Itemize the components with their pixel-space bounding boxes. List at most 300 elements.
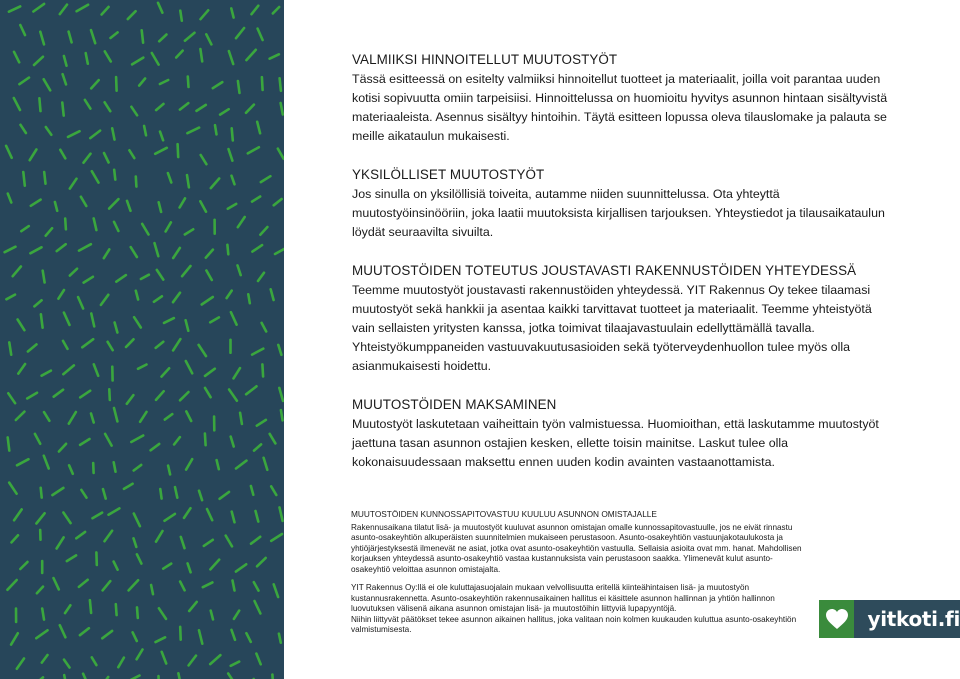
- pattern-dash: [46, 228, 52, 236]
- pattern-dash: [231, 8, 233, 17]
- pattern-dash: [13, 267, 21, 277]
- pattern-dash: [232, 512, 235, 523]
- pattern-dash: [90, 131, 100, 139]
- pattern-dash: [232, 630, 236, 640]
- pattern-dash: [162, 652, 167, 664]
- pattern-dash: [124, 484, 133, 489]
- maintenance-footnote: [351, 509, 803, 636]
- pattern-dash: [69, 32, 72, 43]
- pattern-dash: [93, 513, 103, 519]
- pattern-dash: [281, 410, 283, 420]
- pattern-dash: [184, 508, 191, 518]
- pattern-dash: [270, 434, 276, 444]
- pattern-dash: [14, 509, 22, 520]
- pattern-dash: [165, 514, 175, 521]
- section-implementation: [352, 261, 897, 376]
- pattern-dash: [78, 297, 83, 308]
- pattern-dash: [210, 317, 219, 322]
- pattern-dash: [28, 344, 37, 351]
- pattern-dash: [63, 341, 68, 349]
- pattern-dash: [159, 202, 161, 212]
- pattern-dash: [206, 250, 213, 258]
- pattern-dash: [68, 131, 80, 137]
- pattern-dash: [156, 104, 163, 110]
- pattern-dash: [254, 582, 259, 591]
- pattern-dash: [9, 483, 16, 494]
- pattern-dash: [180, 582, 185, 591]
- pattern-dash: [80, 628, 89, 635]
- pattern-dash: [248, 147, 259, 153]
- pattern-dash: [91, 414, 94, 423]
- pattern-dash: [178, 144, 179, 157]
- pattern-dash: [187, 128, 199, 134]
- pattern-dash: [105, 51, 111, 61]
- pattern-dash: [279, 388, 283, 401]
- pattern-dash: [202, 297, 213, 305]
- pattern-dash: [84, 154, 91, 163]
- pattern-dash: [65, 605, 70, 613]
- pattern-dash: [173, 293, 180, 303]
- pattern-dash: [111, 32, 118, 38]
- pattern-dash: [114, 562, 118, 570]
- pattern-dash: [82, 339, 93, 347]
- pattern-dash: [17, 659, 24, 669]
- pattern-dash: [137, 607, 138, 618]
- pattern-dash: [229, 149, 233, 161]
- pattern-dash: [142, 30, 143, 42]
- pattern-dash: [134, 538, 137, 547]
- section-heading: VALMIIKSI HINNOITELLUT MUUTOSTYÖT: [352, 52, 618, 67]
- pattern-dash: [12, 535, 19, 542]
- pattern-dash: [114, 462, 116, 471]
- pattern-dash: [274, 584, 278, 597]
- pattern-dash: [180, 103, 188, 110]
- pattern-dash: [188, 563, 191, 572]
- pattern-dash: [257, 420, 266, 426]
- pattern-dash: [206, 34, 211, 44]
- pattern-dash: [228, 674, 234, 679]
- pattern-dash: [126, 339, 134, 347]
- pattern-dash: [114, 170, 115, 180]
- pattern-dash: [7, 580, 16, 590]
- pattern-dash: [64, 313, 70, 325]
- pattern-dash: [180, 392, 189, 400]
- pattern-dash: [262, 323, 267, 332]
- pattern-dash: [62, 103, 63, 116]
- pattern-dash: [220, 492, 229, 499]
- pattern-dash: [165, 414, 173, 420]
- pattern-dash: [21, 226, 29, 231]
- pattern-dash: [156, 391, 164, 400]
- pattern-dash: [220, 109, 229, 114]
- pattern-dash: [57, 244, 66, 251]
- pattern-dash: [257, 122, 260, 134]
- footnote-paragraph: Niihin liittyvät päätökset tekee asunnon aikainen hallitus, joka valitaan noin kolmen kuukauden kuluttua asunto-osakeyhtiön valmistumisesta.: [351, 614, 797, 634]
- pattern-dash: [5, 247, 16, 253]
- pattern-dash: [80, 439, 89, 445]
- pattern-dash: [154, 296, 162, 302]
- pattern-dash: [213, 82, 223, 88]
- pattern-dash: [70, 179, 77, 189]
- pattern-dash: [35, 434, 40, 444]
- pattern-dash: [116, 275, 126, 282]
- pattern-dash: [19, 78, 29, 85]
- pattern-dash: [138, 365, 147, 369]
- pattern-dash: [178, 673, 180, 679]
- pattern-dash: [131, 247, 137, 257]
- pattern-dash: [199, 491, 202, 501]
- pattern-dash: [205, 434, 206, 446]
- pattern-dash: [163, 564, 171, 569]
- pattern-dash: [105, 102, 111, 111]
- section-prepriced-changes: [352, 50, 897, 146]
- pattern-dash: [272, 675, 273, 679]
- pattern-dash: [251, 537, 260, 544]
- pattern-dash: [81, 197, 86, 206]
- section-body: Muutostyöt laskutetaan vaiheittain työn valmistuessa. Huomioithan, että laskutamme muutostyöt jaettuna tasan asunnon ostajien kesken, ellette toisin mainitse. Laskut tulee olla kokonaisuudessaan maksettu ennen uuden kodin avainten vastaanottamista.: [352, 417, 879, 469]
- pattern-dash: [18, 364, 25, 374]
- pattern-dash: [166, 222, 171, 231]
- pattern-dash: [255, 601, 261, 614]
- pattern-dash: [44, 79, 51, 90]
- pattern-dash: [139, 79, 145, 86]
- pattern-dash: [34, 57, 43, 65]
- pattern-dash: [210, 560, 219, 570]
- pattern-dash: [281, 103, 283, 115]
- pattern-dash: [81, 490, 86, 498]
- pattern-dash: [54, 390, 63, 397]
- pattern-dash: [258, 273, 264, 281]
- pattern-dash: [63, 365, 74, 374]
- pattern-dash: [131, 436, 143, 443]
- pattern-dash: [23, 172, 25, 186]
- pattern-dash: [94, 364, 98, 375]
- pattern-dash: [92, 171, 99, 182]
- pattern-dash: [134, 514, 140, 527]
- pattern-dash: [69, 412, 76, 424]
- pattern-dash: [156, 342, 164, 348]
- pattern-dash: [160, 489, 161, 499]
- pattern-dash: [30, 150, 37, 161]
- pattern-dash: [79, 244, 91, 250]
- pattern-dash: [197, 105, 206, 111]
- pattern-dash: [159, 35, 166, 42]
- pattern-dash: [8, 393, 15, 403]
- pattern-dash: [233, 581, 235, 591]
- pattern-dash: [189, 602, 197, 611]
- pattern-dash: [246, 50, 255, 60]
- pattern-dash: [37, 587, 43, 594]
- pattern-dash: [64, 56, 67, 66]
- pattern-dash: [260, 227, 267, 235]
- pattern-dash: [142, 224, 148, 235]
- pattern-dash: [92, 657, 97, 665]
- pattern-dash: [27, 393, 37, 399]
- pattern-dash: [105, 531, 113, 542]
- pattern-dash: [34, 300, 41, 306]
- pattern-dash: [252, 6, 259, 15]
- pattern-dash: [141, 275, 149, 279]
- pattern-dash: [46, 127, 52, 135]
- pattern-dash: [251, 486, 253, 495]
- pattern-dash: [128, 11, 136, 19]
- pattern-dash: [229, 51, 233, 64]
- pattern-dash: [43, 271, 45, 283]
- pattern-dash: [20, 25, 25, 35]
- pattern-dash: [206, 271, 211, 281]
- pattern-dash: [16, 412, 25, 420]
- pattern-dash: [189, 656, 196, 666]
- pattern-dash: [85, 100, 91, 109]
- pattern-dash: [205, 388, 211, 397]
- pattern-dash: [58, 290, 64, 299]
- pattern-dash: [236, 28, 244, 38]
- pattern-dash: [6, 295, 15, 300]
- pattern-dash: [226, 536, 232, 547]
- heart-icon-box: [819, 600, 854, 638]
- pattern-dash: [229, 390, 237, 401]
- pattern-dash: [127, 395, 134, 404]
- pattern-dash: [232, 176, 235, 185]
- pattern-dash: [103, 581, 111, 590]
- pattern-dash: [238, 265, 241, 275]
- logo-text: yitkoti.fi: [867, 607, 960, 631]
- pattern-dash: [174, 437, 180, 444]
- pattern-dash: [109, 389, 110, 400]
- pattern-dash: [181, 537, 185, 548]
- pattern-dash: [274, 199, 282, 205]
- pattern-dash: [246, 633, 250, 642]
- pattern-dash: [155, 243, 159, 256]
- pattern-dash: [114, 408, 117, 421]
- heart-icon: [825, 608, 849, 630]
- pattern-dash: [129, 580, 139, 590]
- pattern-dash: [278, 149, 284, 159]
- section-heading: MUUTOSTÖIDEN MAKSAMINEN: [352, 397, 557, 412]
- pattern-dash: [261, 176, 271, 182]
- yitkoti-logo[interactable]: [819, 600, 960, 638]
- pattern-dash: [275, 249, 284, 254]
- pattern-dash: [14, 98, 20, 110]
- pattern-dash: [63, 74, 66, 84]
- pattern-dash: [180, 198, 185, 207]
- pattern-dash: [185, 229, 193, 234]
- pattern-dash: [39, 98, 40, 111]
- pattern-dash: [232, 128, 233, 140]
- pattern-dash: [187, 175, 189, 187]
- main-content: [352, 50, 897, 491]
- pattern-dash: [157, 270, 164, 280]
- pattern-dash: [137, 554, 142, 563]
- pattern-dash: [264, 458, 268, 470]
- pattern-dash: [31, 200, 41, 206]
- pattern-dash: [64, 660, 70, 668]
- pattern-dash: [69, 465, 73, 474]
- pattern-dash: [256, 511, 259, 522]
- pattern-dash: [270, 54, 279, 58]
- pattern-dash: [246, 105, 254, 113]
- pattern-dash: [279, 634, 281, 643]
- pattern-dash: [104, 249, 110, 258]
- pattern-dash: [173, 248, 180, 258]
- pattern-dash: [280, 78, 281, 91]
- pattern-dash: [112, 128, 114, 139]
- pattern-dash: [115, 323, 118, 333]
- pattern-dash: [186, 361, 192, 373]
- pattern-dash: [271, 486, 276, 495]
- pattern-dash: [54, 578, 59, 589]
- pattern-dash: [248, 294, 250, 303]
- pattern-dash: [271, 534, 282, 541]
- pattern-dash: [114, 222, 118, 231]
- pattern-dash: [155, 148, 167, 154]
- pattern-dash: [162, 368, 170, 376]
- pattern-dash: [151, 585, 153, 594]
- pattern-dash: [160, 132, 163, 141]
- pattern-dash: [44, 172, 45, 184]
- pattern-dash: [201, 155, 207, 164]
- pattern-dash: [173, 339, 180, 350]
- pattern-dash: [40, 32, 44, 45]
- pattern-dash: [271, 289, 274, 300]
- pattern-dash: [102, 631, 112, 638]
- pattern-dash: [41, 314, 43, 327]
- pattern-dash: [109, 508, 120, 514]
- pattern-dash: [262, 364, 263, 376]
- pattern-dash: [254, 444, 261, 450]
- pattern-dash: [33, 4, 44, 12]
- pattern-dash: [200, 49, 202, 61]
- pattern-dash: [41, 488, 42, 498]
- pattern-dash: [90, 600, 91, 613]
- pattern-dash: [156, 637, 166, 642]
- pattern-dash: [180, 627, 181, 640]
- pattern-dash: [136, 177, 137, 187]
- pattern-dash: [60, 5, 67, 15]
- pattern-dash: [70, 269, 77, 276]
- pattern-dash: [186, 411, 191, 421]
- pattern-dash: [238, 81, 240, 93]
- section-heading: YKSILÖLLISET MUUTOSTYÖT: [352, 167, 545, 182]
- pattern-dash: [80, 391, 90, 398]
- pattern-dash: [102, 7, 109, 15]
- pattern-dash: [44, 412, 49, 421]
- pattern-dash: [109, 199, 118, 209]
- pattern-dash: [252, 197, 260, 202]
- pattern-dash: [64, 675, 67, 679]
- pattern-dash: [140, 412, 146, 422]
- pattern-dash: [14, 52, 19, 63]
- pattern-dash: [203, 582, 213, 587]
- pattern-dash: [280, 507, 283, 521]
- pattern-dash: [199, 345, 206, 356]
- pattern-dash: [101, 295, 108, 305]
- footnote-paragraph: Rakennusaikana tilatut lisä- ja muutostyöt kuuluvat asunnon omistajan omalle kunnossapitovastuulle, jos ne eivät rinnastu asunto-osakeyhtiön alkuperäisten suunnitelmien mukaiseen perustasoon. Asunto-osakeyhtiön vastuunjakotaulukosta ja yhtiöjärjestyksestä ilmenevät ne asiat, jotka ovat asunto-osakeyhtiön vastuulla. Sellaisia asioita ovat mm. hanat. Mahdollisen korjauksen yhteydessä asunto-osakeyhtiö vastaa kustannuksista vain perustasoon saakka. Ylimenevät kulut asunto-osakeyhtiö veloittaa asunnon omistajalta.: [351, 522, 802, 574]
- pattern-dash: [273, 7, 279, 13]
- pattern-dash: [256, 654, 260, 665]
- pattern-dash: [134, 465, 142, 471]
- pattern-dash: [134, 317, 141, 327]
- pattern-dash: [6, 146, 12, 158]
- pattern-dash: [42, 655, 48, 663]
- pattern-dash: [137, 650, 143, 660]
- pattern-dash: [86, 53, 88, 64]
- pattern-dash: [168, 173, 171, 182]
- pattern-dash: [76, 532, 85, 538]
- pattern-dash: [91, 314, 94, 327]
- section-body: Teemme muutostyöt joustavasti rakennustöiden yhteydessä. YIT Rakennus Oy tekee tilaamasi muutostyöt sekä hankkii ja asentaa kaikki tarvittavat tuotteet ja materiaalit. Teemme yhteistyötä vain sellaisten yritysten kanssa, jotka toimivat tilaajavastuulain edellyttämällä tavalla. Yhteistyökumppaneiden vastuuvakuutusasioiden sekä työterveydenhuollon tulee myös olla asianmukaisesti hoidettu.: [352, 283, 872, 373]
- pattern-dash: [52, 488, 63, 495]
- pattern-dash: [152, 53, 159, 65]
- pattern-dash: [185, 33, 195, 41]
- pattern-dash: [240, 413, 242, 424]
- pattern-dash: [227, 291, 232, 299]
- pattern-dash: [156, 531, 163, 542]
- pattern-dash: [180, 11, 182, 21]
- decorative-side-panel: [0, 0, 284, 679]
- pattern-dash: [205, 369, 215, 376]
- pattern-dash: [252, 349, 263, 355]
- pattern-dash: [116, 77, 117, 91]
- pattern-dash: [200, 201, 206, 211]
- pattern-dash: [227, 245, 228, 255]
- section-payment: [352, 395, 897, 472]
- pattern-dash: [175, 487, 177, 498]
- pattern-dash: [57, 537, 64, 548]
- pattern-dash: [42, 609, 44, 620]
- pattern-dash: [79, 580, 88, 587]
- pattern-dash: [9, 6, 20, 11]
- pattern-dash: [217, 460, 219, 469]
- pattern-dash: [231, 312, 237, 325]
- pattern-dash: [36, 513, 44, 523]
- pattern-dash: [108, 342, 113, 350]
- pattern-dash: [188, 77, 189, 87]
- footnote-paragraph: YIT Rakennus Oy:llä ei ole kuluttajasuojalain mukaan velvollisuutta eritellä kiinteähintaisen lisä- ja muutostyön kustannusrakennetta. Asunto-osakeyhtiön rakennusaikainen hallitus ei käsittele asunnon hallinnan ja yhtiön hallinnon luovutuksen välisenä aikana asunnon omistajan lisä- ja muutostöihin liittyviä lupapyyntöjä.: [351, 583, 775, 613]
- pattern-dash: [65, 219, 66, 230]
- pattern-dash: [182, 266, 190, 276]
- pattern-dash: [186, 459, 192, 470]
- pattern-dash: [129, 676, 140, 679]
- section-heading: MUUTOSTÖIDEN TOTEUTUS JOUSTAVASTI RAKENNUSTÖIDEN YHTEYDESSÄ: [352, 263, 857, 278]
- pattern-dash: [91, 80, 99, 88]
- pattern-dash: [36, 630, 47, 638]
- pattern-dash: [77, 5, 89, 12]
- pattern-dash: [236, 564, 246, 571]
- pattern-dash: [236, 461, 247, 469]
- pattern-dash: [103, 489, 106, 499]
- pattern-dash: [215, 125, 217, 134]
- pattern-dash: [186, 320, 189, 331]
- section-individual-changes: [352, 165, 897, 242]
- pattern-dash: [63, 513, 70, 524]
- pattern-dash: [127, 201, 131, 211]
- pattern-dash: [59, 444, 66, 452]
- pattern-dash: [144, 126, 146, 135]
- pattern-dash: [158, 3, 162, 13]
- pattern-dash: [199, 630, 202, 643]
- pattern-dash: [8, 194, 12, 203]
- pattern-dash: [42, 371, 51, 376]
- pattern-dash: [60, 625, 66, 637]
- pattern-dash: [164, 318, 174, 323]
- pattern-dash: [160, 80, 168, 84]
- dash-pattern: [0, 0, 284, 679]
- pattern-dash: [132, 58, 143, 65]
- pattern-dash: [262, 77, 263, 90]
- pattern-dash: [116, 604, 117, 615]
- pattern-dash: [231, 662, 240, 666]
